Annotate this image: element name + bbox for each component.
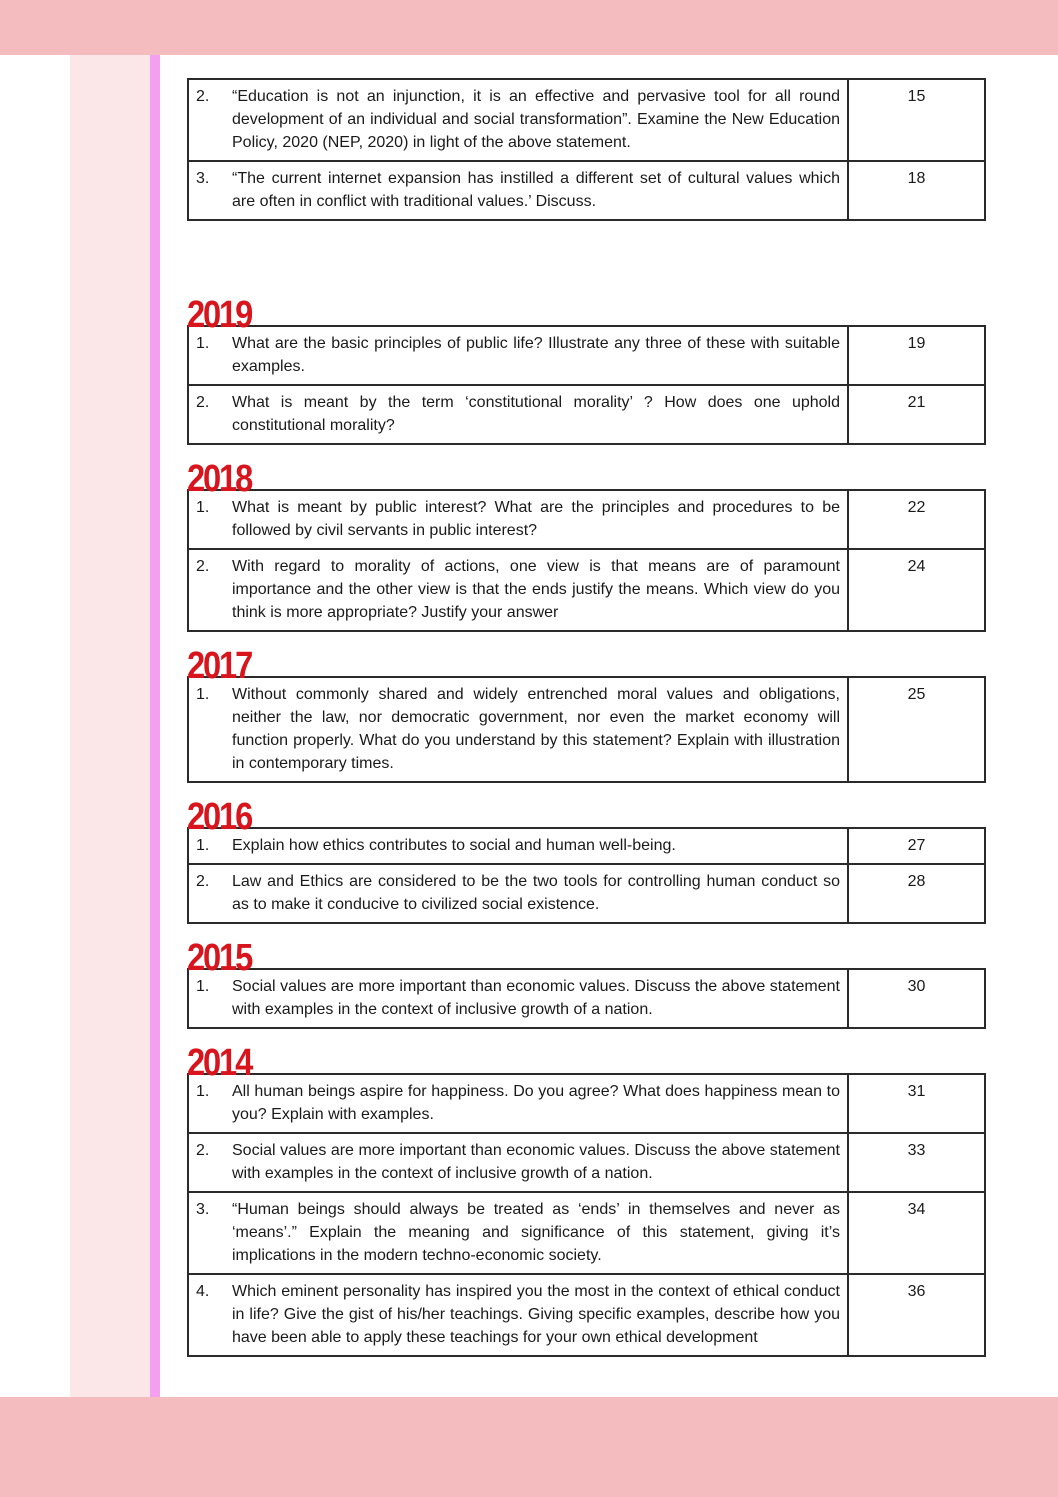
year-table-2015: [187, 968, 986, 1029]
year-table-2014: [187, 1073, 986, 1357]
year-heading-2018: 2018: [187, 458, 252, 500]
table-row: [188, 1074, 985, 1133]
page-number: 24: [848, 549, 985, 631]
question-number: 3.: [196, 170, 210, 187]
question-cell: [188, 549, 848, 631]
question-text: Which eminent personality has inspired you the most in the context of ethical conduct in life? Give the gist of his/her teachings. Giving specific examples, describe how you have been able to apply these teachings for your own ethical development: [232, 1283, 840, 1346]
left-margin-panel: [70, 55, 150, 1397]
question-number: 2.: [196, 1142, 210, 1159]
question-cell: [188, 161, 848, 220]
question-number: 1.: [196, 499, 210, 516]
question-cell: [188, 1074, 848, 1133]
page-number: 31: [848, 1074, 985, 1133]
year-heading-2015: 2015: [187, 937, 252, 979]
page-number: 28: [848, 864, 985, 923]
year-table-2019: [187, 325, 986, 445]
question-number: 4.: [196, 1283, 210, 1300]
table-row: [188, 1133, 985, 1192]
left-accent-stripe: [150, 55, 160, 1397]
year-heading-2016: 2016: [187, 796, 252, 838]
question-number: 1.: [196, 978, 210, 995]
page-number: 33: [848, 1133, 985, 1192]
page-number: 21: [848, 385, 985, 444]
page-number: 34: [848, 1192, 985, 1274]
table-row: [188, 385, 985, 444]
page-number: 18: [848, 161, 985, 220]
question-number: 2.: [196, 873, 210, 890]
question-cell: [188, 1192, 848, 1274]
question-text: Without commonly shared and widely entrenched moral values and obligations, neither the law, nor democratic government, nor even the market economy will function properly. What do you understand by this statement? Explain with illustration in contemporary times.: [232, 686, 840, 772]
continuation-table: [187, 78, 986, 221]
question-text: “Human beings should always be treated as ‘ends’ in themselves and never as ‘means’.” Explain the meaning and significance of this statement, giving it’s implications in the modern techno-economic society.: [232, 1201, 840, 1264]
page-number: 36: [848, 1274, 985, 1356]
table-row: [188, 864, 985, 923]
question-number: 2.: [196, 394, 210, 411]
question-text: All human beings aspire for happiness. Do you agree? What does happiness mean to you? Explain with examples.: [232, 1083, 840, 1123]
question-number: 1.: [196, 335, 210, 352]
question-text: Law and Ethics are considered to be the two tools for controlling human conduct so as to make it conducive to civilized social existence.: [232, 873, 840, 913]
question-text: What are the basic principles of public life? Illustrate any three of these with suitable examples.: [232, 335, 840, 375]
question-text: Social values are more important than economic values. Discuss the above statement with examples in the context of inclusive growth of a nation.: [232, 1142, 840, 1182]
question-cell: [188, 864, 848, 923]
page-number: 25: [848, 677, 985, 782]
table-row: [188, 490, 985, 549]
question-text: What is meant by public interest? What are the principles and procedures to be followed by civil servants in public interest?: [232, 499, 840, 539]
page-number: 22: [848, 490, 985, 549]
year-table-2017: [187, 676, 986, 783]
question-text: “The current internet expansion has instilled a different set of cultural values which are often in conflict with traditional values.’ Discuss.: [232, 170, 840, 210]
question-number: 2.: [196, 88, 210, 105]
question-cell: [188, 79, 848, 161]
question-index: [187, 78, 970, 1369]
question-cell: [188, 385, 848, 444]
table-row: [188, 1192, 985, 1274]
question-text: With regard to morality of actions, one view is that means are of paramount importance and the other view is that the ends justify the means. Which view do you think is more appropriate? Justify your answer: [232, 558, 840, 621]
year-table-2018: [187, 489, 986, 632]
question-text: Social values are more important than economic values. Discuss the above statement with examples in the context of inclusive growth of a nation.: [232, 978, 840, 1018]
table-row: [188, 326, 985, 385]
year-heading-2017: 2017: [187, 645, 252, 687]
bottom-decorative-band: [0, 1397, 1058, 1497]
year-heading-2019: 2019: [187, 294, 252, 336]
question-number: 2.: [196, 558, 210, 575]
question-cell: [188, 677, 848, 782]
question-number: 3.: [196, 1201, 210, 1218]
year-table-2016: [187, 827, 986, 924]
table-row: [188, 549, 985, 631]
table-row: [188, 161, 985, 220]
table-row: [188, 677, 985, 782]
page-number: 27: [848, 828, 985, 864]
table-row: [188, 969, 985, 1028]
question-cell: [188, 1274, 848, 1356]
top-decorative-band: [0, 0, 1058, 55]
question-number: 1.: [196, 686, 210, 703]
question-cell: [188, 1133, 848, 1192]
question-number: 1.: [196, 1083, 210, 1100]
question-text: “Education is not an injunction, it is an effective and pervasive tool for all round development of an individual and social transformation”. Examine the New Education Policy, 2020 (NEP, 2020) in light of the above statement.: [232, 88, 840, 151]
question-text: What is meant by the term ‘constitutional morality’ ? How does one uphold constitutional morality?: [232, 394, 840, 434]
table-row: [188, 1274, 985, 1356]
question-text: Explain how ethics contributes to social and human well-being.: [232, 837, 676, 854]
year-heading-2014: 2014: [187, 1042, 252, 1084]
question-cell: [188, 969, 848, 1028]
page-number: 15: [848, 79, 985, 161]
page-number: 19: [848, 326, 985, 385]
table-row: [188, 79, 985, 161]
question-cell: [188, 490, 848, 549]
page-number: 30: [848, 969, 985, 1028]
question-cell: [188, 326, 848, 385]
question-number: 1.: [196, 837, 210, 854]
